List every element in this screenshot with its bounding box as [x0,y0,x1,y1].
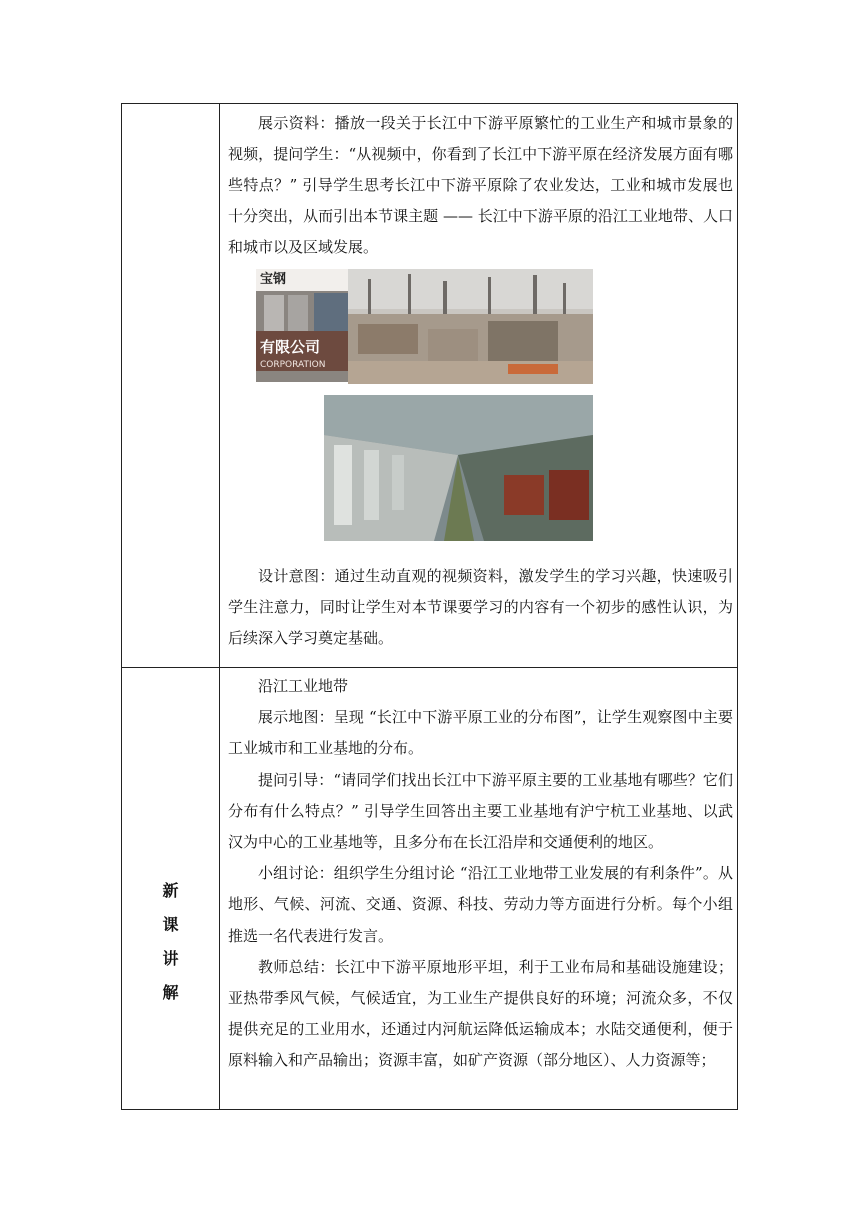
sign-title-text: 宝钢 [260,272,287,287]
new-lesson-label [122,874,219,1010]
label-char: 新 [162,881,179,900]
intro-cell [228,108,733,654]
column-divider [219,104,220,1109]
steel-plant-photo [348,269,593,384]
sign-company-text: 有限公司 [260,338,321,356]
map-paragraph: 展示地图：呈现 “长江中下游平原工业的分布图”，让学生观察图中主要工业城市和工业基地的分布。 [228,708,733,758]
question-paragraph: 提问引导：“请同学们找出长江中下游平原主要的工业基地有哪些？它们分布有什么特点？” 引导学生回答出主要工业基地有沪宁杭工业基地、以武汉为中心的工业基地等，且多分布在长江沿岸和交通便利的地区。 [228,770,733,852]
discussion-paragraph: 小组讨论：组织学生分组讨论 “沿江工业地带工业发展的有利条件”。从地形、气候、河流、交通、资源、科技、劳动力等方面进行分析。每个小组推选一名代表进行发言。 [228,864,733,945]
row-divider [122,667,737,668]
label-char: 解 [162,983,179,1002]
summary-paragraph: 教师总结：长江中下游平原地形平坦，利于工业布局和基础设施建设；亚热带季风气候，气候适宜，为工业生产提供良好的环境；河流众多，不仅提供充足的工业用水，还通过内河航运降低运输成本；水陆交通便利，便于原料输入和产品输出；资源丰富，如矿产资源（部分地区）、人力资源等； [228,957,733,1070]
lesson-table [121,103,738,1110]
factory-photos [228,265,733,561]
baosteel-sign-photo [256,269,350,382]
design-intent-paragraph: 设计意图：通过生动直观的视频资料，激发学生的学习兴趣，快速吸引学生注意力，同时让学生对本节课要学习的内容有一个初步的感性认识，为后续深入学习奠定基础。 [228,567,733,647]
label-char: 课 [162,915,179,934]
label-char: 讲 [162,949,179,968]
workshop-interior-photo [324,395,593,541]
sign-corporation-text: CORPORATION [260,360,326,370]
section-heading: 沿江工业地带 [258,677,349,695]
intro-paragraph: 展示资料：播放一段关于长江中下游平原繁忙的工业生产和城市景象的视频，提问学生：“从视频中，你看到了长江中下游平原在经济发展方面有哪些特点？” 引导学生思考长江中下游平原除了农业发达，工业和城市发展也十分突出，从而引出本节课主题 —— 长江中下游平原的沿江工业地带、人口和城市以及区域发展。 [228,114,733,256]
lesson-content-cell [228,671,733,1077]
